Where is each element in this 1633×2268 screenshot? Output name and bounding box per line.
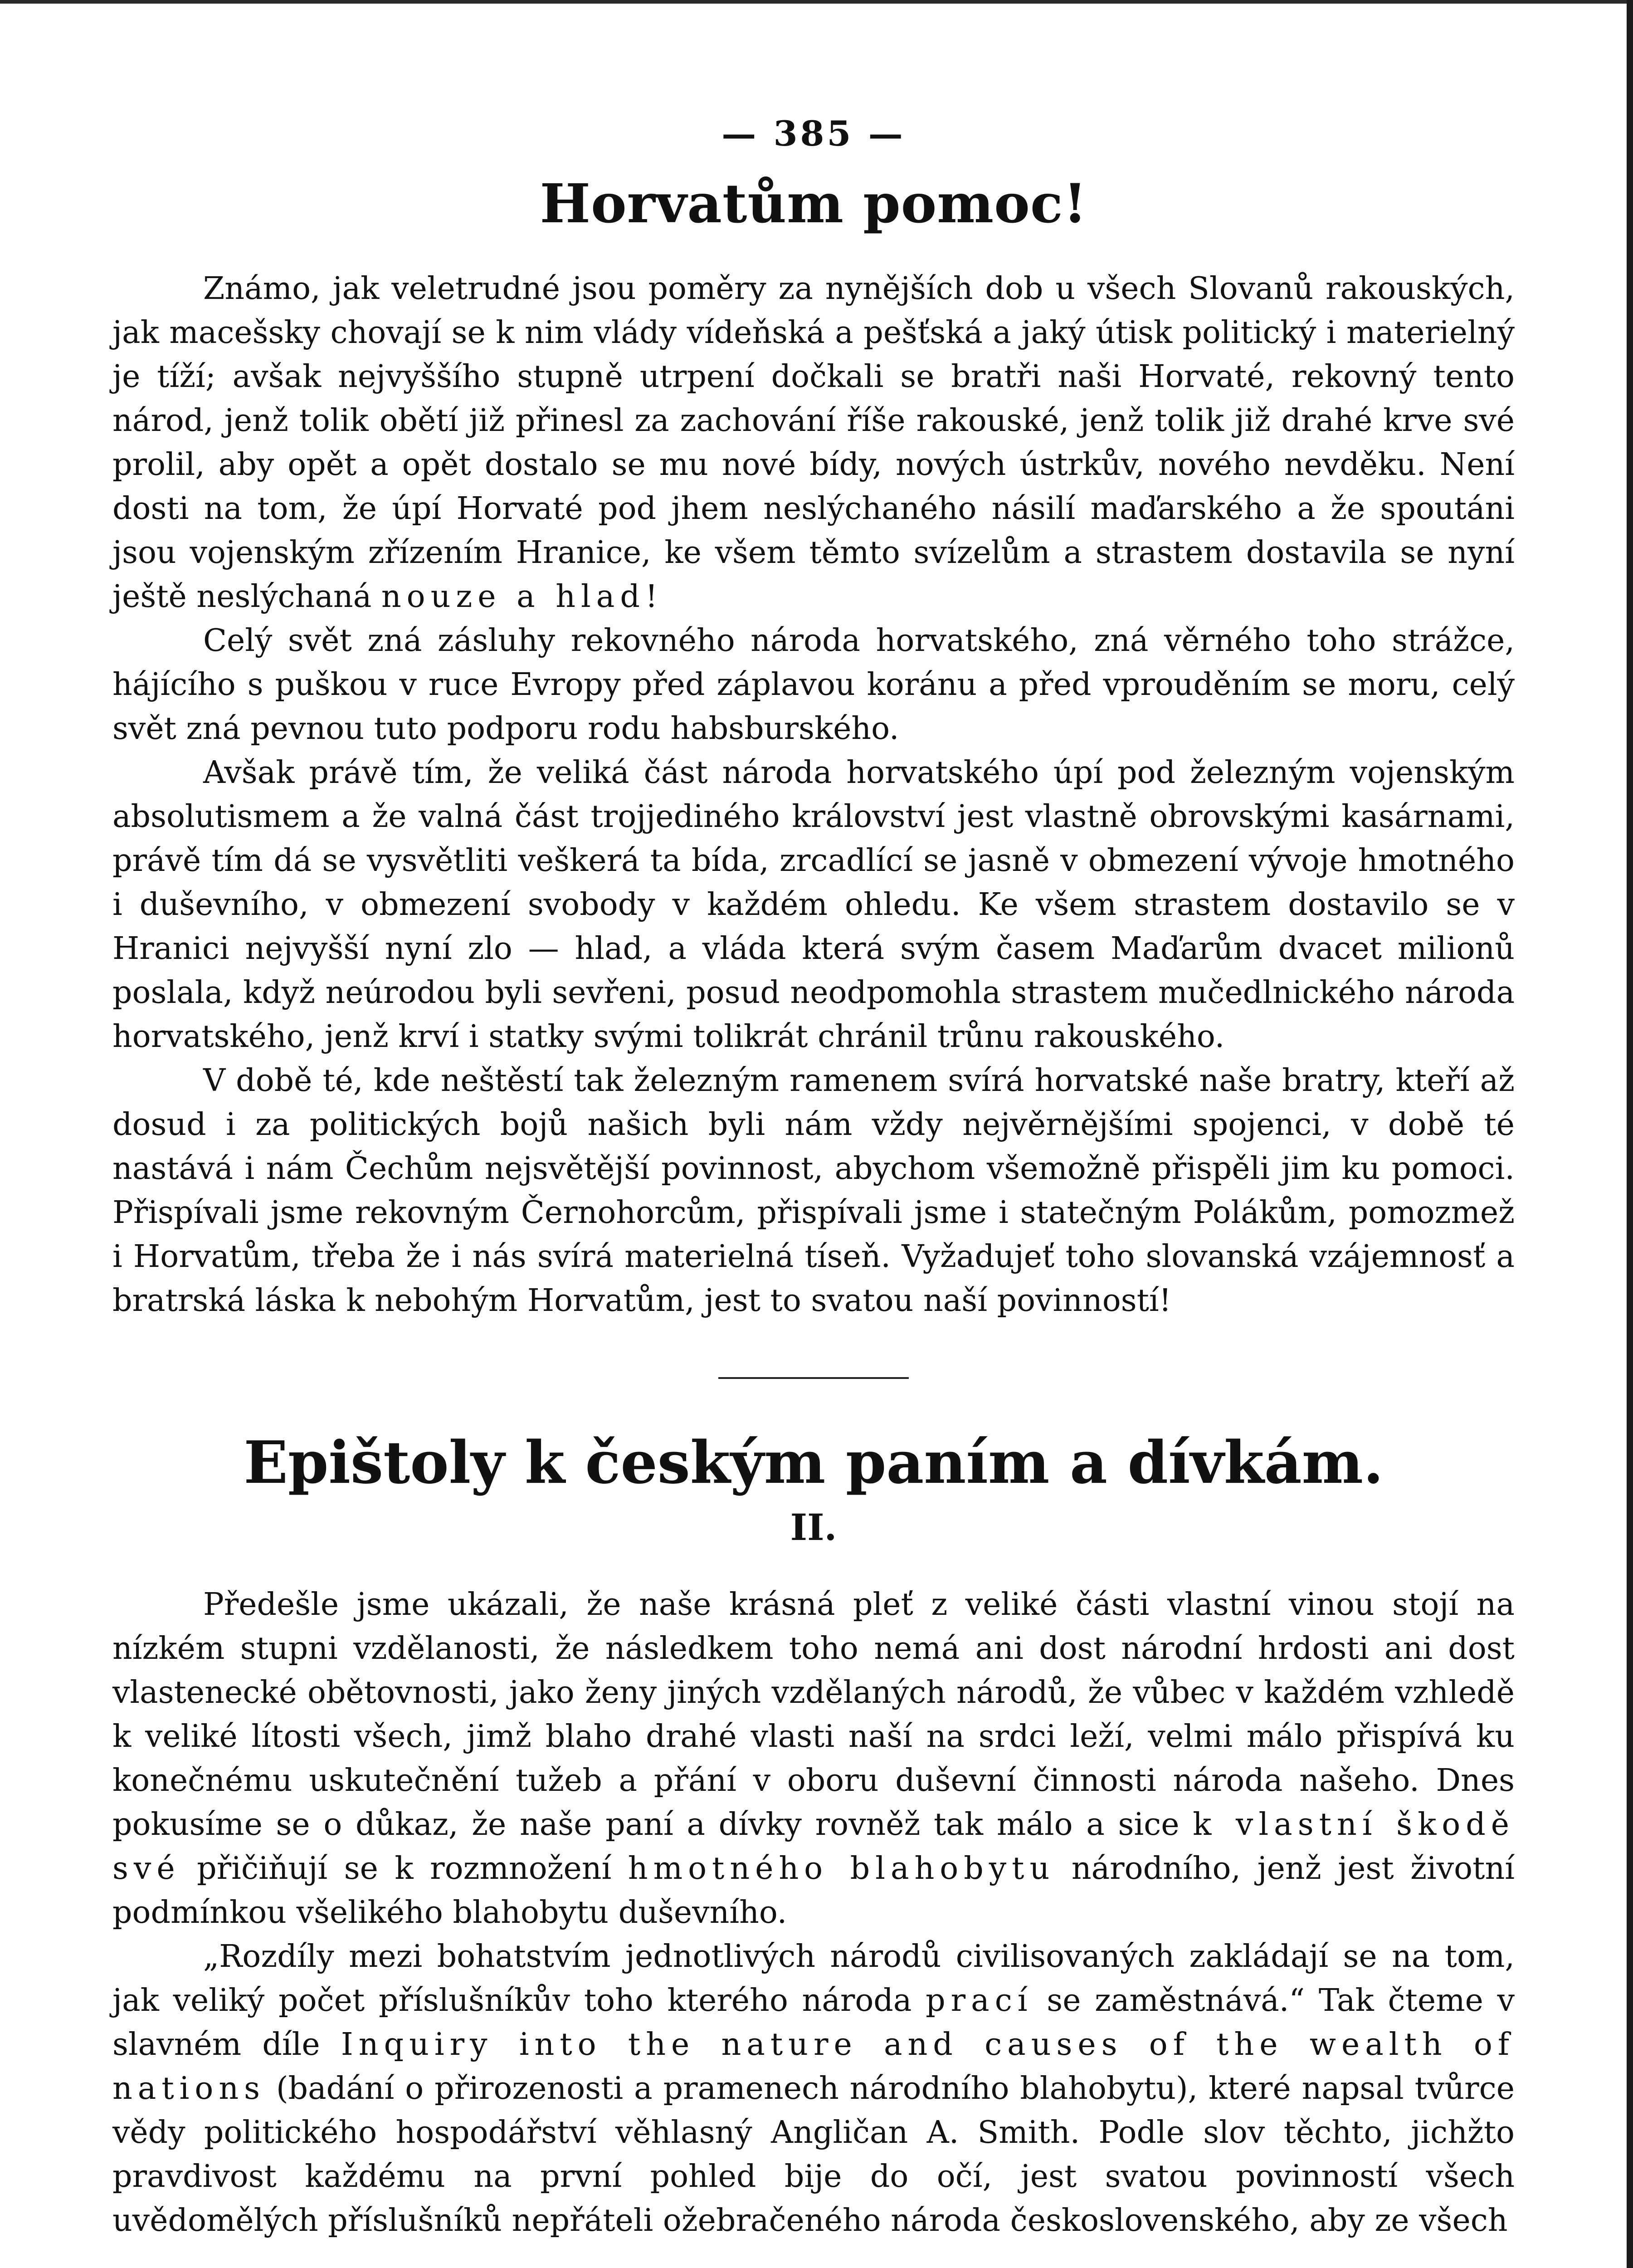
article-title-epistoly: Epištoly k českým paním a dívkám. xyxy=(244,1429,1384,1497)
article2-p1-text-c: národního, jenž jest životní podmínkou všelikého blahobytu duševního. xyxy=(112,1851,1515,1931)
article1-paragraph-1 xyxy=(112,267,1515,619)
section-divider xyxy=(718,1377,909,1379)
scan-edge-top xyxy=(0,0,1633,4)
article2-p2-text-a: „Rozdíly mezi bohatstvím jednotlivých národů civilisovaných zakládají se na tom, jak veliký počet příslušníkův toho kterého národa xyxy=(112,1939,1515,2019)
page xyxy=(112,113,1515,2243)
article2-p1-text-b: přičiňují se k rozmnožení xyxy=(180,1851,628,1887)
article1-paragraph-3: Avšak právě tím, že veliká část národa horvatského úpí pod železným vojenským absolutismem a že valná část trojjediného království jest vlastně obrovskými kasárnami, právě tím dá se vysvětliti veškerá ta bída, zrcadlící se jasně v obmezení vývoje hmotného i duševního, v obmezení svobody v každém ohledu. Ke všem strastem dostavilo se v Hranici nejvyšší nyní zlo — hlad, a vláda která svým časem Maďarům dvacet milionů poslala, když neúrodou byli sevřeni, posud neodpomohla strastem mučedlnického národa horvatského, jenž krví i statky svými tolikrát chránil trůnu rakouského. xyxy=(112,755,1515,1055)
article2-p2-spaced-1: prací xyxy=(926,1983,1033,2019)
article1-paragraph-2: Celý svět zná zásluhy rekovného národa horvatského, zná věrného toho strážce, hájícího s puškou v ruce Evropy před záplavou koránu a před vprouděním se moru, celý svět zná pevnou tuto podporu rodu habsburského. xyxy=(112,623,1515,747)
article2-p2-text-c: (badání o přirozenosti a pramenech národního blahobytu), které napsal tvůrce vědy politického hospodářství věhlasný Angličan A. Smith. Podle slov těchto, jichžto pravdivost každému na první pohled bije do očí, jest svatou povinností všech uvědomělých příslušníků nepřáteli ožebračeného národa československého, aby ze všech xyxy=(112,2071,1515,2239)
article2-p1-text-a: Předešle jsme ukázali, že naše krásná pleť z veliké části vlastní vinou stojí na nízkém stupni vzdělanosti, že následkem toho nemá ani dost národní hrdosti ani dost vlastenecké obětovnosti, jako ženy jiných vzdělaných národů, že vůbec v každém vzhledě k veliké lítosti všech, jimž blaho drahé vlasti naší na srdci leží, velmi málo přispívá ku konečnému uskutečnění tužeb a přání v oboru duševní činnosti národa našeho. Dnes pokusíme se o důkaz, že naše paní a dívky rovněž tak málo a sice xyxy=(112,1587,1515,1843)
article1-paragraph-4: V době té, kde neštěstí tak železným ramenem svírá horvatské naše bratry, kteří až dosud i za politických bojů našich byli nám vždy nejvěrnějšími spojenci, v době té nastává i nám Čechům nejsvětější povinnost, abychom všemožně přispěli jim ku pomoci. Přispívali jsme rekovným Černohorcům, přispívali jsme i statečným Polákům, pomozmež i Horvatům, třeba že i nás svírá materielná tíseň. Vyžadujeť toho slovanská vzájemnosť a bratrská láska k nebohým Horvatům, jest to svatou naší povinností! xyxy=(112,1063,1515,1319)
article2-p1-spaced-2: hmotného blahobytu xyxy=(628,1851,1055,1887)
article2-paragraph-2 xyxy=(112,1935,1515,2243)
article-title-horvatum-pomoc: Horvatům pomoc! xyxy=(540,172,1087,235)
article1-p1-spaced: nouze a hlad! xyxy=(381,579,663,615)
article2-p2-spaced-2: Inquiry into the nature and causes of the wealth of nations xyxy=(112,2027,1515,2107)
scan-edge-right xyxy=(1627,0,1633,2268)
article1-p1-text: Známo, jak veletrudné jsou poměry za nynějších dob u všech Slovanů rakouských, jak macešsky chovají se k nim vlády vídeňská a pešťská a jaký útisk politický i materielný je tíží; avšak nejvyššího stupně utrpení dočkali se bratři naši Horvaté, rekovný tento národ, jenž tolik obětí již přinesl za zachování říše rakouské, jenž tolik již drahé krve své prolil, aby opět a opět dostalo se mu nové bídy, nových ústrkův, nového nevděku. Není dosti na tom, že úpí Horvaté pod jhem neslýchaného násilí maďarského a že spoutáni jsou vojenským zřízením Hranice, ke všem těmto svízelům a strastem dostavila se nyní ještě neslýchaná xyxy=(112,271,1515,615)
article2-paragraph-1 xyxy=(112,1583,1515,1935)
article-subtitle-number: II. xyxy=(790,1506,837,1549)
article2-p1-spaced-1: k vlastní škodě své xyxy=(112,1807,1515,1887)
article2-p2-text-b: se zaměstnává.“ Tak čteme v slavném díle xyxy=(112,1983,1515,2063)
page-number: — 385 — xyxy=(721,113,906,154)
